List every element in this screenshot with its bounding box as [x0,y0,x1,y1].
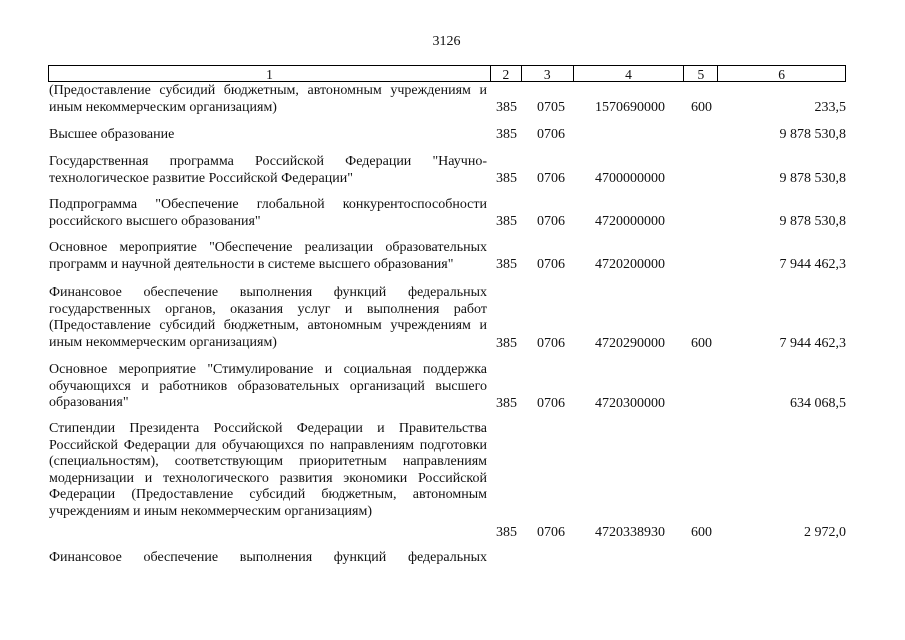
row-section: 0706 [537,525,565,541]
row-target-code: 4700000000 [595,171,665,187]
row-description: Высшее образование [49,127,175,142]
row-gr: 385 [496,396,517,412]
row-amount: 7 944 462,3 [779,257,846,273]
row-target-code: 4720290000 [595,336,665,352]
row-description: Основное мероприятие "Стимулирование и социальная поддержка обучающихся и работников образовательных организаций высшего образования" [49,362,487,411]
table-row [49,240,846,274]
row-expense-type: 600 [691,100,712,116]
row-amount: 9 878 530,8 [779,127,846,143]
row-section: 0706 [537,257,565,273]
row-expense-type: 600 [691,525,712,541]
row-target-code: 4720000000 [595,214,665,230]
table-row [49,127,846,144]
header-col-6: 6 [717,66,845,81]
row-amount: 7 944 462,3 [779,336,846,352]
row-target-code: 4720300000 [595,396,665,412]
row-description: Финансовое обеспечение выполнения функций федеральных государственных органов, оказания услуг и выполнения работ (Предоставление субсидий бюджетным, автономным учреждениям и иным некоммерческим организациям) [49,285,487,350]
table-header [48,65,846,82]
row-target-code: 1570690000 [595,100,665,116]
row-section: 0706 [537,396,565,412]
page-number: 3126 [432,34,461,49]
row-gr: 385 [496,336,517,352]
header-col-4: 4 [573,66,684,81]
row-amount: 9 878 530,8 [779,214,846,230]
row-expense-type: 600 [691,336,712,352]
row-description: Основное мероприятие "Обеспечение реализации образовательных программ и научной деятельности в системе высшего образования" [49,240,487,272]
header-col-3: 3 [521,66,573,81]
header-col-5: 5 [683,66,717,81]
table-row [49,83,846,117]
row-description: (Предоставление субсидий бюджетным, автономным учреждениям и иным некоммерческим организациям) [49,83,487,115]
row-gr: 385 [496,171,517,187]
table-row [49,285,846,353]
row-section: 0706 [537,336,565,352]
row-gr: 385 [496,100,517,116]
table-row [49,421,846,542]
row-gr: 385 [496,525,517,541]
row-amount: 634 068,5 [790,396,846,412]
header-col-1: 1 [266,67,273,82]
row-gr: 385 [496,127,517,143]
row-section: 0706 [537,171,565,187]
row-section: 0706 [537,127,565,143]
row-target-code: 4720200000 [595,257,665,273]
header-col-2: 2 [490,66,521,81]
table-row [49,362,846,413]
table-row [49,550,846,567]
row-section: 0706 [537,214,565,230]
row-gr: 385 [496,257,517,273]
row-description: Подпрограмма "Обеспечение глобальной конкурентоспособности российского высшего образования" [49,197,487,229]
table-row [49,197,846,231]
row-target-code: 4720338930 [595,525,665,541]
table-row [49,154,846,188]
row-description: Финансовое обеспечение выполнения функций федеральных [49,550,487,565]
row-amount: 2 972,0 [804,525,846,541]
row-description: Стипендии Президента Российской Федерации и Правительства Российской Федерации для обучающихся по направлениям подготовки (специальностям), соответствующим приоритетным направлениям модернизации и технологического развития экономики Российской Федерации (Предоставление субсидий бюджетным, автономным учреждениям и иным некоммерческим организациям) [49,421,487,519]
row-amount: 9 878 530,8 [779,171,846,187]
row-amount: 233,5 [814,100,846,116]
row-section: 0705 [537,100,565,116]
row-description: Государственная программа Российской Федерации "Научно-технологическое развитие Российской Федерации" [49,154,487,186]
row-gr: 385 [496,214,517,230]
